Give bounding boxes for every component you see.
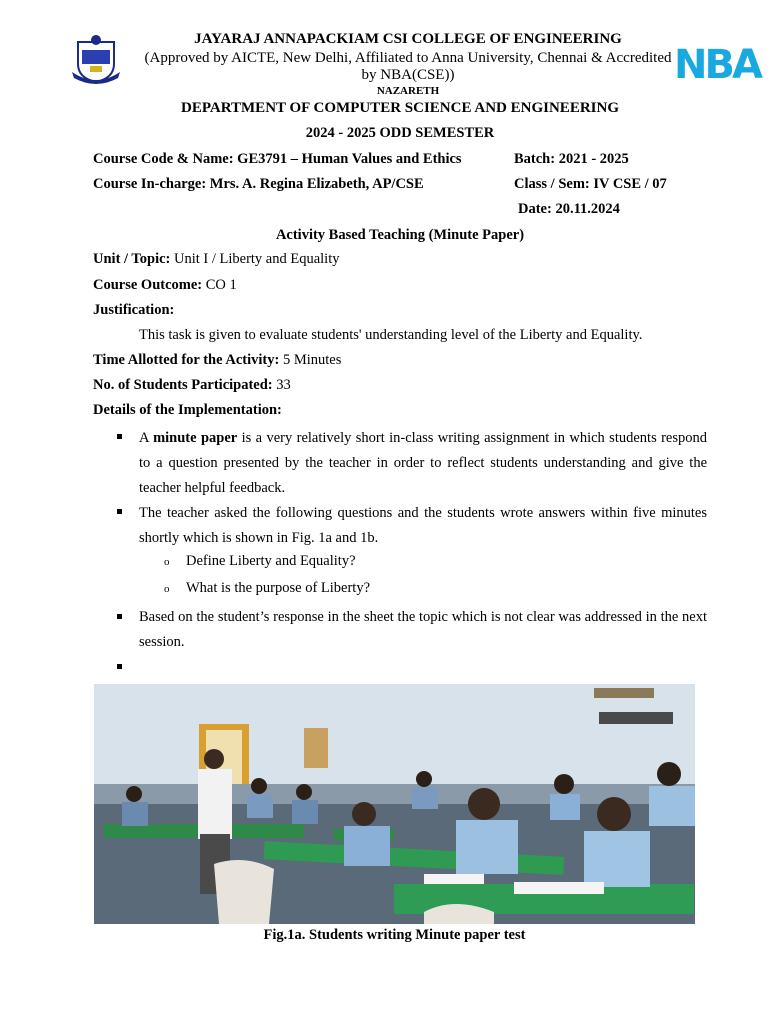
classroom-photo (94, 684, 695, 924)
date: Date: 20.11.2024 (518, 201, 620, 217)
time-allotted-value: 5 Minutes (279, 352, 342, 368)
class-sem: Class / Sem: IV CSE / 07 (514, 176, 667, 192)
justification-label: Justification: (93, 302, 175, 318)
time-allotted (93, 352, 341, 369)
unit-topic-label: Unit / Topic: (93, 251, 171, 267)
college-emblem-logo (68, 32, 124, 86)
batch: Batch: 2021 - 2025 (514, 151, 629, 167)
activity-title: Activity Based Teaching (Minute Paper) (275, 227, 525, 243)
bullet-marker (117, 509, 122, 514)
bullet-1-text: is a very relatively short in-class writing assignment in which students respond to a question presented by the teacher in order to reflect students understanding and give the teacher helpful feedback. (139, 430, 708, 496)
course-outcome (93, 277, 237, 294)
students-participated-value: 33 (272, 377, 291, 393)
bullet-marker (117, 614, 122, 619)
unit-topic-value: Unit I / Liberty and Equality (170, 251, 340, 267)
college-name: JAYARAJ ANNAPACKIAM CSI COLLEGE OF ENGINEERING (194, 31, 622, 47)
bullet-minute-paper (139, 426, 707, 501)
town-name: NAZARETH (376, 85, 440, 97)
unit-topic (93, 251, 340, 268)
bullet-next-session: Based on the student’s response in the sheet the topic which is not clear was addressed in the next session. (139, 609, 707, 650)
question-2: What is the purpose of Liberty? (186, 580, 371, 596)
minute-paper-term: minute paper (153, 430, 238, 446)
students-participated (93, 377, 291, 394)
semester-title: 2024 - 2025 ODD SEMESTER (305, 125, 495, 141)
implementation-list (93, 426, 707, 676)
course-code-name: Course Code & Name: GE3791 – Human Values and Ethics (93, 151, 462, 167)
bullet-marker-empty (117, 664, 122, 669)
nba-logo-text: NBA (674, 42, 760, 88)
bullet-questions: The teacher asked the following questions and the students wrote answers within five minutes shortly which is shown in Fig. 1a and 1b. (139, 505, 707, 546)
course-outcome-value: CO 1 (202, 277, 237, 293)
figure-caption: Fig.1a. Students writing Minute paper test (263, 927, 526, 943)
sub-bullet-marker: o (164, 556, 170, 568)
students-participated-label: No. of Students Participated: (93, 377, 273, 393)
department-title: DEPARTMENT OF COMPUTER SCIENCE AND ENGINEERING (181, 100, 619, 116)
question-1: Define Liberty and Equality? (186, 553, 356, 569)
time-allotted-label: Time Allotted for the Activity: (93, 352, 280, 368)
approval-text: (Approved by AICTE, New Delhi, Affiliated to Anna University, Chennai & Accredited by NBA(CSE)) (144, 50, 672, 83)
nba-logo (672, 38, 760, 88)
bullet-marker (117, 434, 122, 439)
justification-text: This task is given to evaluate students' understanding level of the Liberty and Equality. (139, 327, 643, 343)
sub-bullet-marker: o (164, 583, 170, 595)
details-label: Details of the Implementation: (93, 402, 282, 418)
course-outcome-label: Course Outcome: (93, 277, 203, 293)
course-incharge: Course In-charge: Mrs. A. Regina Elizabeth, AP/CSE (93, 176, 424, 192)
bullet-1-prefix: A (139, 430, 154, 446)
